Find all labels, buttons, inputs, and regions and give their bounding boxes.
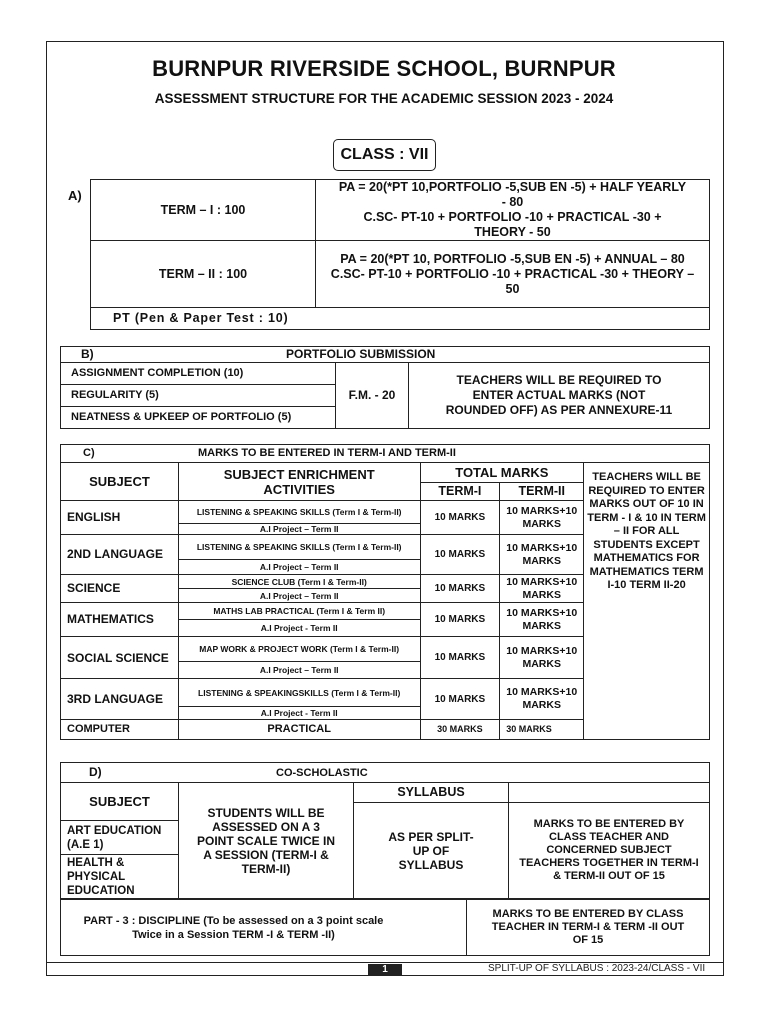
co-subject: HEALTH & PHYSICAL EDUCATION bbox=[61, 855, 179, 899]
co-scholastic-marks: MARKS TO BE ENTERED BY CLASS TEACHER AND CONCERNED SUBJECT TEACHERS TOGETHER IN TERM-I & TERM-II OUT OF 15 bbox=[509, 803, 710, 899]
full-marks: F.M. - 20 bbox=[336, 363, 409, 429]
activity-skill: LISTENING & SPEAKINGSKILLS (Term I & Term-II) bbox=[178, 679, 420, 707]
section-d-label: D) bbox=[89, 764, 102, 779]
activity-ai-project: A.I Project – Term II bbox=[178, 589, 420, 603]
activity-skill: SCIENCE CLUB (Term I & Term-II) bbox=[178, 575, 420, 589]
subject-name: ENGLISH bbox=[61, 501, 179, 535]
pt-note: PT (Pen & Paper Test : 10) bbox=[91, 308, 710, 330]
header-blank bbox=[509, 783, 710, 803]
term1-marks: 10 MARKS bbox=[420, 575, 500, 603]
section-b-label: B) bbox=[81, 347, 94, 361]
discipline-note: PART - 3 : DISCIPLINE (To be assessed on a 3 point scale Twice in a Session TERM -I & TERM -II) bbox=[61, 900, 467, 956]
subject-name: 3RD LANGUAGE bbox=[61, 679, 179, 720]
assessment-note: STUDENTS WILL BE ASSESSED ON A 3 POINT SCALE TWICE IN A SESSION (TERM-I & TERM-II) bbox=[179, 783, 354, 899]
term2-marks: 30 MARKS bbox=[500, 720, 584, 740]
activity-skill: MATHS LAB PRACTICAL (Term I & Term II) bbox=[178, 603, 420, 620]
syllabus-note: AS PER SPLIT-UP OF SYLLABUS bbox=[354, 803, 509, 899]
term1-marks: 30 MARKS bbox=[420, 720, 500, 740]
term1-pa: PA = 20(*PT 10,PORTFOLIO -5,SUB EN -5) + HALF YEARLY - 80 bbox=[338, 180, 687, 209]
term2-marks: 10 MARKS+10 MARKS bbox=[500, 501, 584, 535]
term1-detail bbox=[316, 180, 710, 241]
activity-skill: LISTENING & SPEAKING SKILLS (Term I & Term-II) bbox=[178, 501, 420, 524]
activity-ai-project: A.I Project – Term II bbox=[178, 560, 420, 575]
section-d-header bbox=[61, 763, 710, 783]
term1-marks: 10 MARKS bbox=[420, 501, 500, 535]
term2-pa: PA = 20(*PT 10, PORTFOLIO -5,SUB EN -5) + ANNUAL – 80 bbox=[340, 251, 685, 266]
section-a-label: A) bbox=[68, 188, 82, 203]
term1-label: TERM – I : 100 bbox=[91, 180, 316, 241]
section-c-table bbox=[60, 444, 710, 740]
subject-name: COMPUTER bbox=[61, 720, 179, 740]
col-term1: TERM-I bbox=[420, 483, 500, 501]
term2-marks: 10 MARKS+10 MARKS bbox=[500, 679, 584, 720]
col-term2: TERM-II bbox=[500, 483, 584, 501]
col-syllabus: SYLLABUS bbox=[354, 783, 509, 803]
subject-name: SOCIAL SCIENCE bbox=[61, 637, 179, 679]
marks-entry-note: TEACHERS WILL BE REQUIRED TO ENTER MARKS OUT OF 10 IN TERM - I & 10 IN TERM – II FOR ALL STUDENTS EXCEPT MATHEMATICS FOR MATHEMATICS TERM I-10 TERM II-20 bbox=[584, 463, 710, 740]
subject-name: SCIENCE bbox=[61, 575, 179, 603]
section-d-table bbox=[60, 762, 710, 899]
col-subject: SUBJECT bbox=[61, 783, 179, 821]
term1-csc: C.SC- PT-10 + PORTFOLIO -10 + PRACTICAL -30 + THEORY - 50 bbox=[363, 210, 662, 239]
section-b-table bbox=[60, 346, 710, 429]
section-c-header bbox=[61, 445, 710, 463]
section-a-table bbox=[90, 179, 710, 330]
co-subject: ART EDUCATION (A.E 1) bbox=[61, 821, 179, 855]
term2-marks: 10 MARKS+10 MARKS bbox=[500, 575, 584, 603]
discipline-marks: MARKS TO BE ENTERED BY CLASS TEACHER IN TERM-I & TERM -II OUT OF 15 bbox=[467, 900, 710, 956]
term1-marks: 10 MARKS bbox=[420, 535, 500, 575]
activity-skill: MAP WORK & PROJECT WORK (Term I & Term-II) bbox=[178, 637, 420, 662]
term2-marks: 10 MARKS+10 MARKS bbox=[500, 637, 584, 679]
section-b-heading: PORTFOLIO SUBMISSION bbox=[286, 347, 436, 361]
page-number: 1 bbox=[368, 964, 402, 976]
section-b-header bbox=[61, 347, 710, 363]
term1-marks: 10 MARKS bbox=[420, 603, 500, 637]
activity-practical: PRACTICAL bbox=[178, 720, 420, 740]
term1-marks: 10 MARKS bbox=[420, 637, 500, 679]
col-enrichment: SUBJECT ENRICHMENT ACTIVITIES bbox=[178, 463, 420, 501]
term2-label: TERM – II : 100 bbox=[91, 241, 316, 308]
term2-detail bbox=[316, 241, 710, 308]
section-d-heading: CO-SCHOLASTIC bbox=[276, 766, 368, 779]
activity-skill: LISTENING & SPEAKING SKILLS (Term I & Term-II) bbox=[178, 535, 420, 560]
term2-csc: C.SC- PT-10 + PORTFOLIO -10 + PRACTICAL -30 + THEORY – 50 bbox=[330, 266, 695, 296]
subject-name: MATHEMATICS bbox=[61, 603, 179, 637]
activity-ai-project: A.I Project - Term II bbox=[178, 707, 420, 720]
term2-marks: 10 MARKS+10 MARKS bbox=[500, 603, 584, 637]
subject-name: 2ND LANGUAGE bbox=[61, 535, 179, 575]
portfolio-item: REGULARITY (5) bbox=[61, 385, 336, 407]
class-badge: CLASS : VII bbox=[333, 139, 436, 171]
part3-table bbox=[60, 899, 710, 956]
activity-ai-project: A.I Project – Term II bbox=[178, 662, 420, 679]
col-total-marks: TOTAL MARKS bbox=[420, 463, 584, 483]
activity-ai-project: A.I Project – Term II bbox=[178, 524, 420, 535]
portfolio-item: NEATNESS & UPKEEP OF PORTFOLIO (5) bbox=[61, 407, 336, 429]
col-subject: SUBJECT bbox=[61, 463, 179, 501]
term1-marks: 10 MARKS bbox=[420, 679, 500, 720]
section-c-label: C) bbox=[83, 447, 95, 459]
footer-text: SPLIT-UP OF SYLLABUS : 2023-24/CLASS - VII bbox=[488, 963, 706, 974]
document-subtitle: ASSESSMENT STRUCTURE FOR THE ACADEMIC SESSION 2023 - 2024 bbox=[154, 91, 614, 106]
portfolio-item: ASSIGNMENT COMPLETION (10) bbox=[61, 363, 336, 385]
term2-marks: 10 MARKS+10 MARKS bbox=[500, 535, 584, 575]
portfolio-note: TEACHERS WILL BE REQUIRED TO ENTER ACTUAL MARKS (NOT ROUNDED OFF) AS PER ANNEXURE-11 bbox=[409, 363, 710, 429]
section-c-heading: MARKS TO BE ENTERED IN TERM-I AND TERM-II bbox=[198, 447, 456, 459]
activity-ai-project: A.I Project - Term II bbox=[178, 620, 420, 637]
school-title: BURNPUR RIVERSIDE SCHOOL, BURNPUR bbox=[152, 56, 616, 81]
